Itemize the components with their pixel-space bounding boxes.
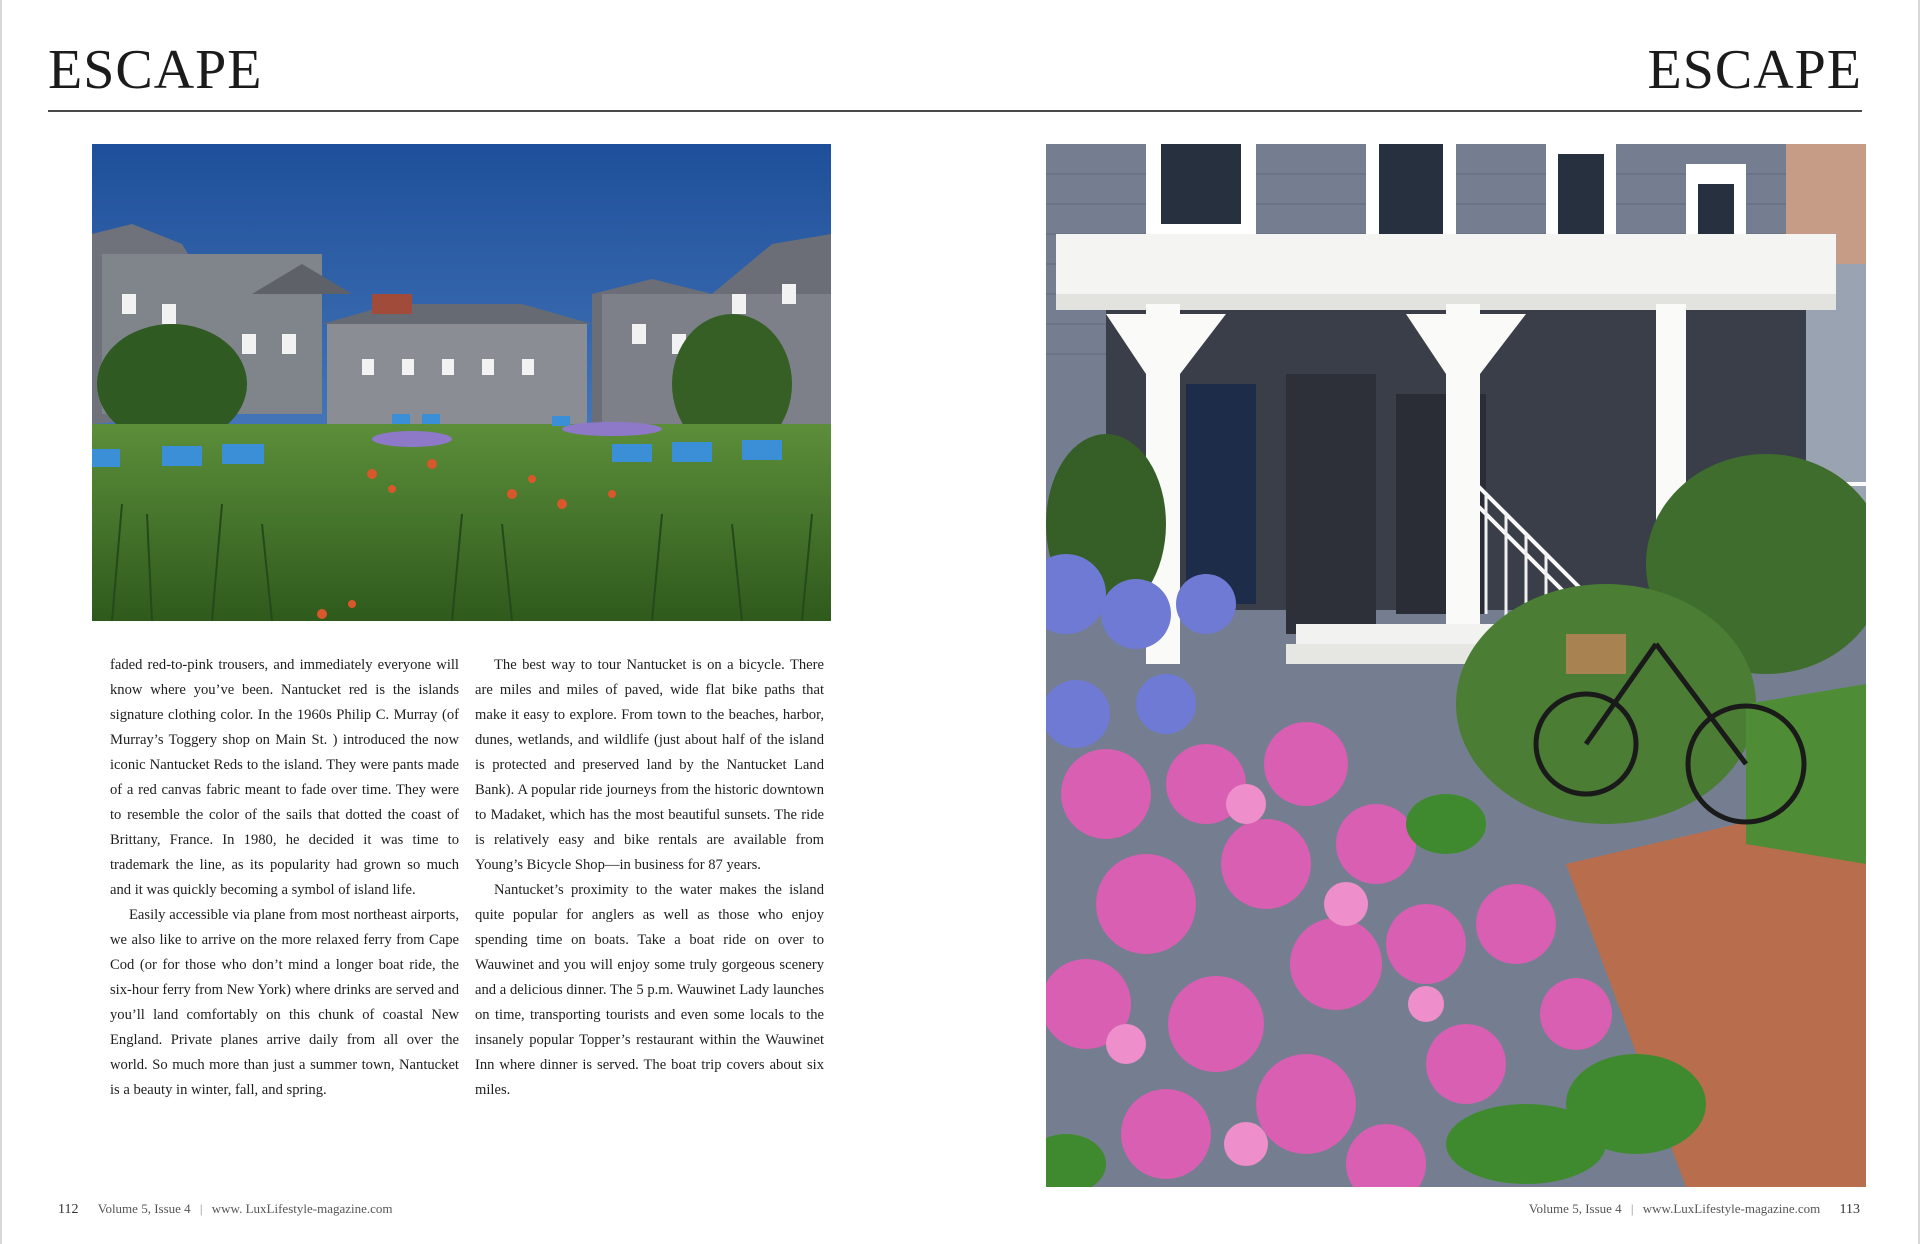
website-link-left[interactable]: www. LuxLifestyle-magazine.com	[211, 1201, 393, 1216]
inn-lawn-photo	[92, 144, 831, 621]
article-paragraph: Nantucket’s proximity to the water makes the island quite popular for anglers as well as those who enjoy spending time on boats. Take a boat ride on over to Wauwinet and you will enjoy some truly gorgeous scenery and a delicious dinner. The 5 p.m. Wauwinet Lady launches on time, transporting tourists and even some locals to the insanely popular Topper’s restaurant within the Wauwinet Inn where dinner is served. The boat trip covers about six miles.	[475, 882, 824, 1098]
porch-hydrangea-bicycle-photo	[1046, 144, 1866, 1187]
website-link-right[interactable]: www.LuxLifestyle-magazine.com	[1642, 1201, 1821, 1216]
issue-label-left: Volume 5, Issue 4	[97, 1201, 191, 1216]
issue-label-right: Volume 5, Issue 4	[1528, 1201, 1622, 1216]
section-title-left: ESCAPE	[48, 39, 263, 101]
article-column-1	[110, 653, 459, 1103]
page-number-left: 112	[58, 1202, 79, 1217]
footer-separator-right: |	[1630, 1201, 1634, 1216]
article-column-2	[475, 653, 824, 1103]
article-paragraph: The best way to tour Nantucket is on a bicycle. There are miles and miles of paved, wide flat bike paths that make it easy to explore. From town to the beaches, harbor, dunes, wetlands, and wildlife (just about half of the island is protected and preserved land by the Nantucket Land Bank). A popular ride journeys from the historic downtown to Madaket, which has the most beautiful sunsets. The ride is relatively easy and bike rentals are available from Young’s Bicycle Shop—in business for 87 years.	[475, 657, 824, 873]
article-paragraph: Easily accessible via plane from most northeast airports, we also like to arrive on the more relaxed ferry from Cape Cod (or for those who don’t mind a longer boat ride, the six-hour ferry from New York) where drinks are served and you’ll land comfortably on this chunk of coastal New England. Private planes arrive daily from all over the world. So much more than just a summer town, Nantucket is a beauty in winter, fall, and spring.	[110, 907, 459, 1098]
footer-left	[58, 1200, 393, 1219]
header-rule	[48, 110, 1862, 112]
footer-separator-left: |	[199, 1201, 203, 1216]
footer-right	[1529, 1200, 1860, 1219]
article-paragraph: faded red-to-pink trousers, and immediately everyone will know where you’ve been. Nantucket red is the islands signature clothing color. In the 1960s Philip C. Murray (of Murray’s Toggery shop on Main St. ) introduced the now iconic Nantucket Reds to the island. They were pants made of a red canvas fabric meant to fade over time. They were to resemble the color of the sails that dotted the coast of Brittany, France. In 1980, he decided it was time to trademark the line, as its popularity had grown so much and it was quickly becoming a symbol of island life.	[110, 657, 459, 898]
page-number-right: 113	[1839, 1202, 1860, 1217]
section-title-right: ESCAPE	[1647, 39, 1862, 101]
